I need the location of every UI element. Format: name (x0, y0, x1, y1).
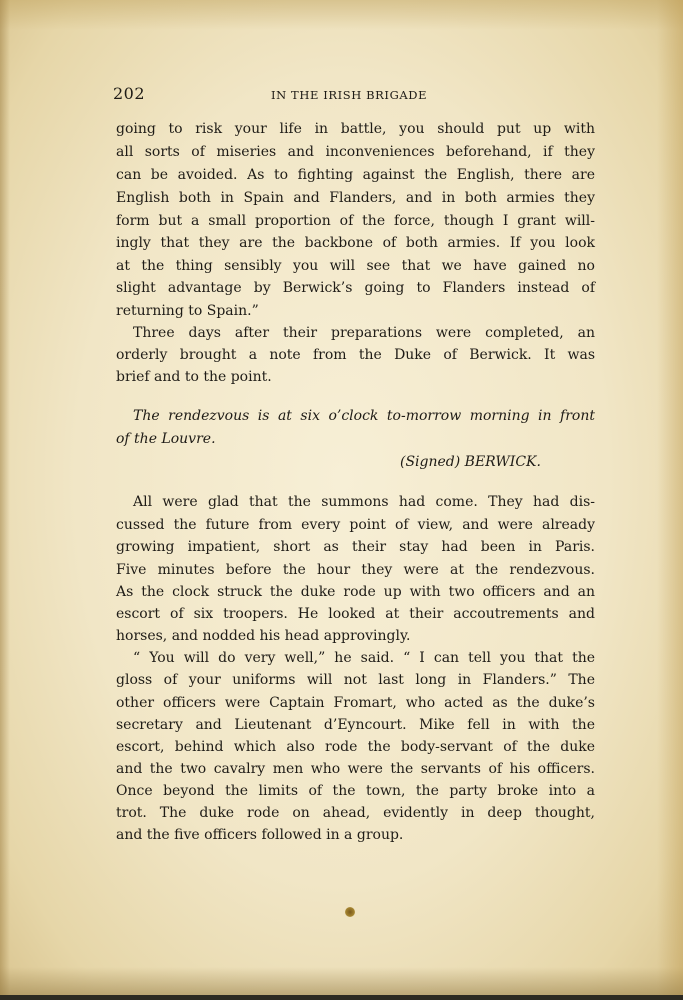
page-bottom-edge (0, 995, 683, 1000)
text-line: ingly that they are the backbone of both armies. If you look (116, 235, 595, 251)
text-line: and the five officers followed in a group. (116, 827, 404, 843)
text-line: cussed the future from every point of view, and were already (116, 517, 595, 533)
ink-stain (345, 907, 355, 917)
text-line: form but a small proportion of the force, though I grant will- (116, 213, 595, 229)
running-head: IN THE IRISH BRIGADE (271, 88, 428, 102)
text-line: other officers were Captain Fromart, who acted as the duke’s (116, 695, 595, 711)
text-line: gloss of your uniforms will not last long in Flanders.” The (116, 672, 595, 688)
text-line: As the clock struck the duke rode up with two officers and an (116, 584, 595, 600)
text-line: going to risk your life in battle, you should put up with (116, 121, 595, 137)
text-line: Once beyond the limits of the town, the party broke into a (116, 783, 595, 799)
page-edge-shading-right (657, 0, 683, 1000)
note-line: The rendezvous is at six o’clock to-morrow morning in front (133, 408, 595, 424)
text-line: horses, and nodded his head approvingly. (116, 628, 411, 644)
text-line: English both in Spain and Flanders, and in both armies they (116, 190, 595, 206)
text-line: Three days after their preparations were completed, an (133, 325, 595, 341)
text-line: at the thing sensibly you will see that we have gained no (116, 258, 595, 274)
page-edge-shading-left (0, 0, 10, 1000)
text-line: Five minutes before the hour they were at the rendezvous. (116, 562, 595, 578)
text-line: “ You will do very well,” he said. “ I can tell you that the (133, 650, 595, 666)
note-signature: (Signed) BERWICK. (400, 454, 541, 470)
text-line: and the two cavalry men who were the servants of his officers. (116, 761, 595, 777)
text-line: returning to Spain.” (116, 303, 259, 319)
text-line: all sorts of miseries and inconveniences beforehand, if they (116, 144, 595, 160)
page-number: 202 (113, 84, 146, 103)
text-line: All were glad that the summons had come. They had dis- (133, 494, 595, 510)
text-line: slight advantage by Berwick’s going to Flanders instead of (116, 280, 595, 296)
note-line: of the Louvre. (116, 431, 216, 447)
text-line: can be avoided. As to fighting against the English, there are (116, 167, 595, 183)
text-line: orderly brought a note from the Duke of Berwick. It was (116, 347, 595, 363)
text-line: escort of six troopers. He looked at their accoutrements and (116, 606, 595, 622)
text-line: escort, behind which also rode the body-servant of the duke (116, 739, 595, 755)
text-line: trot. The duke rode on ahead, evidently in deep thought, (116, 805, 595, 821)
text-line: brief and to the point. (116, 369, 272, 385)
page-bottom-shading (0, 967, 683, 995)
text-line: secretary and Lieutenant d’Eyncourt. Mike fell in with the (116, 717, 595, 733)
page-edge-shading-top (0, 0, 683, 30)
text-line: growing impatient, short as their stay had been in Paris. (116, 539, 595, 555)
